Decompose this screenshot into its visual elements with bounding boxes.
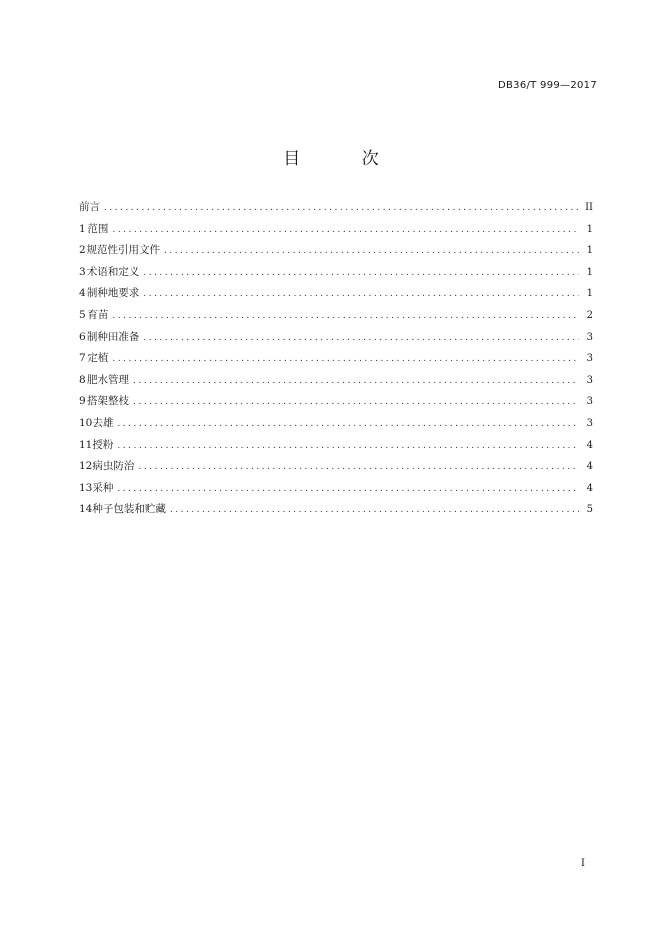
toc-entry[interactable] (79, 501, 593, 523)
dot-leader (104, 203, 579, 213)
toc-entry-number: 6 (79, 330, 86, 343)
toc-entry-number: 10 (79, 416, 93, 429)
toc-entry-label: 采种 (92, 481, 114, 494)
toc-entry-label: 病虫防治 (92, 460, 135, 473)
toc-entry-label: 规范性引用文件 (86, 244, 160, 257)
toc-entry-label: 范围 (87, 222, 109, 235)
toc-entry-page: 5 (586, 504, 593, 516)
toc-entry-label: 术语和定义 (86, 265, 140, 278)
table-of-contents (79, 199, 593, 523)
toc-entry-number: 9 (79, 395, 86, 408)
toc-entry-label: 去雄 (92, 416, 114, 429)
toc-entry-number: 14 (79, 503, 93, 516)
toc-entry[interactable] (79, 264, 593, 286)
toc-entry[interactable] (79, 480, 593, 502)
dot-leader (164, 246, 579, 256)
toc-entry[interactable] (79, 372, 593, 394)
toc-entry[interactable] (79, 199, 593, 221)
toc-entry[interactable] (79, 458, 593, 480)
toc-entry-page: 3 (586, 353, 593, 365)
toc-entry-page: 4 (586, 482, 593, 494)
toc-entry-number: 2 (79, 244, 86, 257)
toc-entry-label: 搭架整枝 (87, 395, 130, 408)
toc-entry-page: 4 (586, 439, 593, 451)
toc-entry[interactable] (79, 437, 593, 459)
dot-leader (112, 311, 579, 321)
dot-leader (117, 484, 579, 494)
toc-entry-label: 定植 (87, 352, 109, 365)
toc-entry-number: 7 (79, 352, 86, 365)
dot-leader (112, 225, 579, 235)
toc-entry[interactable] (79, 221, 593, 243)
toc-entry-label: 制种地要求 (86, 287, 140, 300)
toc-entry-page: 1 (586, 245, 593, 257)
toc-entry[interactable] (79, 242, 593, 264)
toc-entry-number: 11 (79, 438, 93, 451)
toc-entry-page: 2 (586, 309, 593, 321)
toc-entry-page: 3 (586, 331, 593, 343)
toc-entry[interactable] (79, 307, 593, 329)
toc-entry-page: 1 (586, 288, 593, 300)
dot-leader (112, 354, 579, 364)
toc-entry-page: 1 (586, 266, 593, 278)
toc-entry[interactable] (79, 415, 593, 437)
page-title: 目 次 (283, 149, 407, 169)
dot-leader (138, 462, 579, 472)
toc-entry-label: 前言 (79, 201, 100, 213)
document-code: DB36/T 999—2017 (498, 80, 597, 91)
toc-entry[interactable] (79, 329, 593, 351)
toc-entry-page: 3 (586, 417, 593, 429)
toc-entry-label: 制种田准备 (86, 330, 140, 343)
dot-leader (117, 419, 579, 429)
toc-entry-label: 肥水管理 (87, 373, 130, 386)
dot-leader (143, 268, 579, 278)
dot-leader (133, 376, 579, 386)
toc-entry-number: 12 (79, 460, 93, 473)
toc-entry[interactable] (79, 393, 593, 415)
toc-entry-page: II (585, 202, 593, 213)
dot-leader (133, 397, 579, 407)
toc-entry-page: 3 (586, 374, 593, 386)
toc-entry-label: 授粉 (92, 438, 114, 451)
toc-entry-number: 4 (79, 287, 86, 300)
toc-entry[interactable] (79, 285, 593, 307)
toc-entry-number: 8 (79, 373, 86, 386)
dot-leader (143, 289, 579, 299)
toc-entry[interactable] (79, 350, 593, 372)
toc-entry-number: 5 (79, 308, 86, 321)
toc-entry-label: 种子包装和贮藏 (92, 503, 166, 516)
toc-entry-number: 1 (79, 222, 86, 235)
toc-entry-page: 1 (586, 223, 593, 235)
toc-entry-page: 3 (586, 396, 593, 408)
toc-entry-label: 育苗 (87, 308, 109, 321)
dot-leader (170, 505, 579, 515)
dot-leader (143, 333, 579, 343)
toc-entry-number: 13 (79, 481, 93, 494)
toc-entry-number: 3 (79, 265, 86, 278)
toc-entry-page: 4 (586, 461, 593, 473)
page-number: I (581, 858, 585, 869)
dot-leader (117, 441, 579, 451)
